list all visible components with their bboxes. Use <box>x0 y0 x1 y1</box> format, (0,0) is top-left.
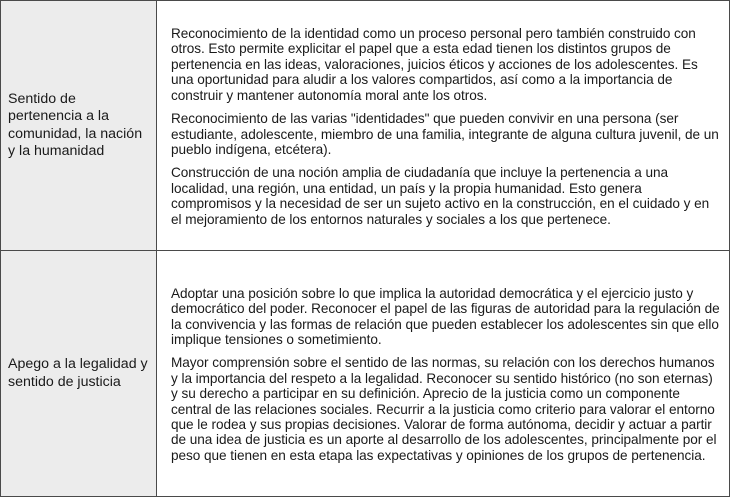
table-row <box>1 1 730 251</box>
paragraph: Reconocimiento de las varias "identidades" que pueden convivir en una persona (ser estudiante, adolescente, miembro de una familia, integrante de alguna cultura juvenil, de un pueblo indígena, etcétera). <box>171 111 719 157</box>
row-content-pertenencia <box>157 1 730 251</box>
paragraph: Mayor comprensión sobre el sentido de las normas, su relación con los derechos humanos y la importancia del respeto a la legalidad. Reconocer su sentido histórico (no son eternas) y su derecho a participar en su definición. Aprecio de la justicia como un componente central de las relaciones sociales. Recurrir a la justicia como criterio para valorar el entorno que le rodea y sus propias decisiones. Valorar de forma autónoma, decidir y actuar a partir de una idea de justicia es un aporte al desarrollo de los adolescentes, principalmente por el peso que tienen en esta etapa las expectativas y opiniones de los grupos de pertenencia. <box>171 355 717 463</box>
row-label-pertenencia: Sentido de pertenencia a la comunidad, la nación y la humanidad <box>1 1 157 251</box>
row-content-legalidad <box>157 251 730 497</box>
paragraph: Reconocimiento de la identidad como un proceso personal pero también construido con otros. Esto permite explicitar el papel que a esta edad tienen los distintos grupos de pertenencia en las ideas, valoraciones, juicios éticos y acciones de los adolescentes. Es una oportunidad para aludir a los valores compartidos, así como a la importancia de construir y mantener autonomía moral ante los otros. <box>171 26 698 103</box>
paragraph: Construcción de una noción amplia de ciudadanía que incluye la pertenencia a una localidad, una región, una entidad, un país y la propia humanidad. Esto genera compromisos y la necesidad de ser un sujeto activo en la construcción, en el cuidado y en el mejoramiento de los entornos naturales y sociales a los que pertenece. <box>171 165 710 227</box>
paragraph: Adoptar una posición sobre lo que implica la autoridad democrática y el ejercicio justo y democrático del poder. Reconocer el papel de las figuras de autoridad para la regulación de la convivencia y las formas de relación que pueden establecer los adolescentes sin que ello implique tensiones o sometimiento. <box>171 285 720 347</box>
row-label-legalidad: Apego a la legalidad y sentido de justicia <box>1 251 157 497</box>
table-row <box>1 251 730 497</box>
